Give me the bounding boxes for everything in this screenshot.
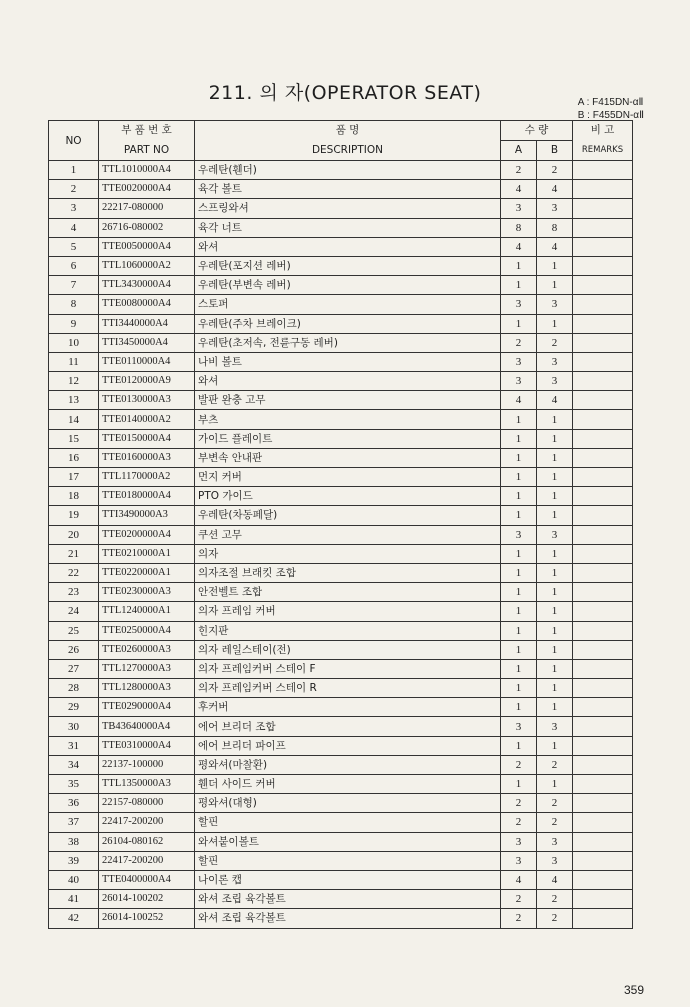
- row-number: 15: [49, 429, 99, 448]
- table-row: [49, 525, 633, 544]
- row-number: 1: [49, 161, 99, 180]
- description: 우레탄(포지션 레버): [195, 256, 501, 275]
- part-number: TTE0130000A3: [99, 391, 195, 410]
- description: 쿠션 고무: [195, 525, 501, 544]
- description: 평와셔(대형): [195, 794, 501, 813]
- qty-a: 1: [501, 448, 537, 467]
- row-number: 16: [49, 448, 99, 467]
- qty-a: 3: [501, 832, 537, 851]
- description: 후커버: [195, 698, 501, 717]
- row-number: 2: [49, 180, 99, 199]
- header-desc-en: DESCRIPTION: [195, 141, 501, 161]
- remarks: [573, 161, 633, 180]
- qty-a: 4: [501, 180, 537, 199]
- table-row: [49, 698, 633, 717]
- qty-b: 8: [537, 218, 573, 237]
- description: 나비 볼트: [195, 352, 501, 371]
- table-row: [49, 870, 633, 889]
- row-number: 18: [49, 487, 99, 506]
- model-legend: [578, 96, 644, 122]
- qty-a: 1: [501, 563, 537, 582]
- remarks: [573, 314, 633, 333]
- qty-b: 1: [537, 679, 573, 698]
- remarks: [573, 544, 633, 563]
- table-row: [49, 391, 633, 410]
- qty-b: 2: [537, 890, 573, 909]
- description: 발판 완충 고무: [195, 391, 501, 410]
- part-number: TTE0210000A1: [99, 544, 195, 563]
- table-row: [49, 199, 633, 218]
- remarks: [573, 602, 633, 621]
- description: 와셔 조립 육각볼트: [195, 909, 501, 928]
- qty-a: 1: [501, 487, 537, 506]
- table-row: [49, 448, 633, 467]
- qty-b: 1: [537, 276, 573, 295]
- qty-b: 2: [537, 909, 573, 928]
- part-number: TTE0220000A1: [99, 563, 195, 582]
- part-number: 26014-100202: [99, 890, 195, 909]
- qty-b: 2: [537, 813, 573, 832]
- parts-table-body: [49, 161, 633, 929]
- description: 의자 프레임커버 스테이 R: [195, 679, 501, 698]
- row-number: 25: [49, 621, 99, 640]
- qty-b: 1: [537, 775, 573, 794]
- qty-a: 1: [501, 583, 537, 602]
- qty-a: 1: [501, 736, 537, 755]
- qty-b: 4: [537, 180, 573, 199]
- qty-b: 1: [537, 448, 573, 467]
- description: 나이론 캡: [195, 870, 501, 889]
- remarks: [573, 583, 633, 602]
- remarks: [573, 276, 633, 295]
- description: 스토퍼: [195, 295, 501, 314]
- row-number: 34: [49, 755, 99, 774]
- qty-a: 1: [501, 679, 537, 698]
- description: 의자 레일스테이(전): [195, 640, 501, 659]
- table-row: [49, 659, 633, 678]
- row-number: 3: [49, 199, 99, 218]
- header-qty-b: B: [537, 141, 573, 161]
- qty-b: 1: [537, 314, 573, 333]
- row-number: 28: [49, 679, 99, 698]
- row-number: 6: [49, 256, 99, 275]
- table-row: [49, 218, 633, 237]
- qty-b: 3: [537, 851, 573, 870]
- description: 할핀: [195, 813, 501, 832]
- description: 의자: [195, 544, 501, 563]
- qty-a: 4: [501, 870, 537, 889]
- qty-b: 1: [537, 256, 573, 275]
- row-number: 11: [49, 352, 99, 371]
- qty-b: 1: [537, 506, 573, 525]
- qty-b: 2: [537, 333, 573, 352]
- table-row: [49, 256, 633, 275]
- row-number: 10: [49, 333, 99, 352]
- row-number: 36: [49, 794, 99, 813]
- qty-a: 1: [501, 621, 537, 640]
- remarks: [573, 468, 633, 487]
- remarks: [573, 256, 633, 275]
- part-number: TTL3430000A4: [99, 276, 195, 295]
- description: 휀더 사이드 커버: [195, 775, 501, 794]
- table-row: [49, 314, 633, 333]
- description: 부츠: [195, 410, 501, 429]
- qty-b: 3: [537, 717, 573, 736]
- remarks: [573, 506, 633, 525]
- remarks: [573, 563, 633, 582]
- part-number: TTE0140000A2: [99, 410, 195, 429]
- description: 와셔: [195, 372, 501, 391]
- qty-b: 4: [537, 237, 573, 256]
- qty-b: 1: [537, 736, 573, 755]
- description: 와셔붙이볼트: [195, 832, 501, 851]
- qty-b: 4: [537, 870, 573, 889]
- qty-a: 3: [501, 352, 537, 371]
- table-row: [49, 794, 633, 813]
- remarks: [573, 448, 633, 467]
- table-row: [49, 602, 633, 621]
- qty-b: 3: [537, 295, 573, 314]
- header-part-en: PART NO: [99, 141, 195, 161]
- qty-b: 1: [537, 563, 573, 582]
- remarks: [573, 410, 633, 429]
- remarks: [573, 813, 633, 832]
- row-number: 8: [49, 295, 99, 314]
- table-row: [49, 544, 633, 563]
- row-number: 30: [49, 717, 99, 736]
- table-row: [49, 736, 633, 755]
- remarks: [573, 180, 633, 199]
- row-number: 19: [49, 506, 99, 525]
- parts-table: [48, 120, 633, 929]
- remarks: [573, 640, 633, 659]
- table-row: [49, 487, 633, 506]
- part-number: 22217-080000: [99, 199, 195, 218]
- remarks: [573, 199, 633, 218]
- part-number: TTL1350000A3: [99, 775, 195, 794]
- part-number: TTE0230000A3: [99, 583, 195, 602]
- table-row: [49, 333, 633, 352]
- description: 힌지판: [195, 621, 501, 640]
- header-no: NO: [49, 121, 99, 161]
- qty-a: 1: [501, 602, 537, 621]
- qty-b: 1: [537, 487, 573, 506]
- qty-a: 2: [501, 890, 537, 909]
- table-row: [49, 755, 633, 774]
- part-number: TB43640000A4: [99, 717, 195, 736]
- part-number: TTE0050000A4: [99, 237, 195, 256]
- description: 와셔: [195, 237, 501, 256]
- qty-a: 1: [501, 410, 537, 429]
- qty-b: 1: [537, 429, 573, 448]
- row-number: 38: [49, 832, 99, 851]
- part-number: TTE0020000A4: [99, 180, 195, 199]
- part-number: 26716-080002: [99, 218, 195, 237]
- row-number: 41: [49, 890, 99, 909]
- qty-b: 1: [537, 544, 573, 563]
- row-number: 42: [49, 909, 99, 928]
- row-number: 29: [49, 698, 99, 717]
- part-number: TTE0260000A3: [99, 640, 195, 659]
- part-number: TTL1170000A2: [99, 468, 195, 487]
- remarks: [573, 890, 633, 909]
- qty-b: 2: [537, 161, 573, 180]
- part-number: TTL1280000A3: [99, 679, 195, 698]
- description: 먼지 커버: [195, 468, 501, 487]
- part-number: 22137-100000: [99, 755, 195, 774]
- page-number: 359: [623, 983, 644, 997]
- row-number: 23: [49, 583, 99, 602]
- remarks: [573, 237, 633, 256]
- remarks: [573, 372, 633, 391]
- qty-a: 1: [501, 276, 537, 295]
- part-number: 22157-080000: [99, 794, 195, 813]
- qty-a: 1: [501, 659, 537, 678]
- qty-a: 3: [501, 295, 537, 314]
- remarks: [573, 525, 633, 544]
- remarks: [573, 870, 633, 889]
- qty-b: 1: [537, 468, 573, 487]
- part-number: TTE0160000A3: [99, 448, 195, 467]
- qty-a: 1: [501, 314, 537, 333]
- table-row: [49, 410, 633, 429]
- qty-b: 4: [537, 391, 573, 410]
- table-row: [49, 295, 633, 314]
- qty-a: 1: [501, 544, 537, 563]
- description: 할핀: [195, 851, 501, 870]
- row-number: 12: [49, 372, 99, 391]
- qty-a: 1: [501, 698, 537, 717]
- row-number: 21: [49, 544, 99, 563]
- qty-a: 2: [501, 813, 537, 832]
- part-number: TTI3490000A3: [99, 506, 195, 525]
- row-number: 40: [49, 870, 99, 889]
- page-title: 211. 의 자(OPERATOR SEAT): [208, 82, 482, 104]
- qty-a: 2: [501, 333, 537, 352]
- row-number: 20: [49, 525, 99, 544]
- description: PTO 가이드: [195, 487, 501, 506]
- table-row: [49, 180, 633, 199]
- row-number: 35: [49, 775, 99, 794]
- part-number: TTL1270000A3: [99, 659, 195, 678]
- part-number: TTL1010000A4: [99, 161, 195, 180]
- qty-a: 2: [501, 909, 537, 928]
- qty-a: 1: [501, 256, 537, 275]
- remarks: [573, 333, 633, 352]
- model-a-label: A : F415DN-αⅡ: [577, 97, 644, 108]
- part-number: TTE0250000A4: [99, 621, 195, 640]
- description: 스프링와셔: [195, 199, 501, 218]
- row-number: 26: [49, 640, 99, 659]
- part-number: 22417-200200: [99, 813, 195, 832]
- remarks: [573, 775, 633, 794]
- table-row: [49, 237, 633, 256]
- row-number: 14: [49, 410, 99, 429]
- qty-a: 1: [501, 468, 537, 487]
- part-number: TTE0310000A4: [99, 736, 195, 755]
- remarks: [573, 794, 633, 813]
- row-number: 22: [49, 563, 99, 582]
- header-qty-a: A: [501, 141, 537, 161]
- part-number: 26014-100252: [99, 909, 195, 928]
- part-number: 26104-080162: [99, 832, 195, 851]
- qty-a: 4: [501, 237, 537, 256]
- qty-a: 1: [501, 640, 537, 659]
- description: 의자 프레임 커버: [195, 602, 501, 621]
- description: 부변속 안내판: [195, 448, 501, 467]
- table-row: [49, 775, 633, 794]
- remarks: [573, 755, 633, 774]
- part-number: TTI3450000A4: [99, 333, 195, 352]
- qty-a: 8: [501, 218, 537, 237]
- table-row: [49, 640, 633, 659]
- description: 의자조절 브래킷 조합: [195, 563, 501, 582]
- remarks: [573, 218, 633, 237]
- row-number: 39: [49, 851, 99, 870]
- part-number: TTE0120000A9: [99, 372, 195, 391]
- part-number: TTL1060000A2: [99, 256, 195, 275]
- row-number: 4: [49, 218, 99, 237]
- table-row: [49, 429, 633, 448]
- table-row: [49, 372, 633, 391]
- qty-a: 1: [501, 506, 537, 525]
- description: 에어 브리더 파이프: [195, 736, 501, 755]
- row-number: 17: [49, 468, 99, 487]
- remarks: [573, 698, 633, 717]
- qty-b: 1: [537, 640, 573, 659]
- remarks: [573, 832, 633, 851]
- part-number: TTE0200000A4: [99, 525, 195, 544]
- qty-b: 1: [537, 659, 573, 678]
- description: 육각 너트: [195, 218, 501, 237]
- qty-a: 4: [501, 391, 537, 410]
- part-number: TTE0290000A4: [99, 698, 195, 717]
- remarks: [573, 909, 633, 928]
- table-row: [49, 563, 633, 582]
- model-b-label: B : F455DN-αⅡ: [577, 110, 644, 121]
- qty-b: 3: [537, 352, 573, 371]
- qty-a: 2: [501, 161, 537, 180]
- table-row: [49, 717, 633, 736]
- description: 의자 프레임커버 스테이 F: [195, 659, 501, 678]
- remarks: [573, 487, 633, 506]
- description: 안전벨트 조합: [195, 583, 501, 602]
- qty-b: 3: [537, 832, 573, 851]
- remarks: [573, 391, 633, 410]
- header-remarks-kr: 비 고: [573, 121, 633, 141]
- part-number: TTL1240000A1: [99, 602, 195, 621]
- part-number: TTI3440000A4: [99, 314, 195, 333]
- part-number: TTE0180000A4: [99, 487, 195, 506]
- qty-a: 3: [501, 717, 537, 736]
- header-desc-kr: 품 명: [195, 121, 501, 141]
- qty-a: 3: [501, 851, 537, 870]
- part-number: TTE0110000A4: [99, 352, 195, 371]
- table-row: [49, 583, 633, 602]
- part-number: TTE0150000A4: [99, 429, 195, 448]
- remarks: [573, 659, 633, 678]
- header-part-kr: 부 품 번 호: [99, 121, 195, 141]
- remarks: [573, 352, 633, 371]
- remarks: [573, 621, 633, 640]
- remarks: [573, 679, 633, 698]
- table-row: [49, 813, 633, 832]
- row-number: 9: [49, 314, 99, 333]
- qty-a: 2: [501, 794, 537, 813]
- qty-b: 3: [537, 372, 573, 391]
- header-remarks-en: REMARKS: [573, 141, 633, 161]
- description: 와셔 조립 육각볼트: [195, 890, 501, 909]
- row-number: 5: [49, 237, 99, 256]
- remarks: [573, 717, 633, 736]
- row-number: 7: [49, 276, 99, 295]
- description: 평와셔(마찰환): [195, 755, 501, 774]
- qty-b: 3: [537, 525, 573, 544]
- qty-b: 1: [537, 583, 573, 602]
- qty-b: 3: [537, 199, 573, 218]
- description: 우레탄(휀더): [195, 161, 501, 180]
- row-number: 37: [49, 813, 99, 832]
- row-number: 31: [49, 736, 99, 755]
- table-row: [49, 506, 633, 525]
- table-row: [49, 352, 633, 371]
- qty-b: 2: [537, 794, 573, 813]
- description: 우레탄(초저속, 전륜구동 레버): [195, 333, 501, 352]
- qty-b: 1: [537, 698, 573, 717]
- table-row: [49, 276, 633, 295]
- table-row: [49, 890, 633, 909]
- table-row: [49, 621, 633, 640]
- row-number: 27: [49, 659, 99, 678]
- qty-a: 2: [501, 755, 537, 774]
- part-number: 22417-200200: [99, 851, 195, 870]
- description: 우레탄(주차 브레이크): [195, 314, 501, 333]
- part-number: TTE0080000A4: [99, 295, 195, 314]
- row-number: 13: [49, 391, 99, 410]
- table-row: [49, 851, 633, 870]
- table-row: [49, 679, 633, 698]
- table-row: [49, 468, 633, 487]
- part-number: TTE0400000A4: [99, 870, 195, 889]
- table-row: [49, 832, 633, 851]
- remarks: [573, 429, 633, 448]
- qty-a: 1: [501, 429, 537, 448]
- qty-b: 2: [537, 755, 573, 774]
- description: 가이드 플레이트: [195, 429, 501, 448]
- qty-b: 1: [537, 621, 573, 640]
- description: 에어 브리더 조합: [195, 717, 501, 736]
- remarks: [573, 736, 633, 755]
- row-number: 24: [49, 602, 99, 621]
- qty-b: 1: [537, 602, 573, 621]
- table-row: [49, 161, 633, 180]
- qty-a: 3: [501, 372, 537, 391]
- table-row: [49, 909, 633, 928]
- remarks: [573, 295, 633, 314]
- qty-a: 3: [501, 199, 537, 218]
- description: 우레탄(차동페달): [195, 506, 501, 525]
- qty-a: 3: [501, 525, 537, 544]
- qty-b: 1: [537, 410, 573, 429]
- description: 육각 볼트: [195, 180, 501, 199]
- description: 우레탄(부변속 레버): [195, 276, 501, 295]
- header-qty: 수 량: [501, 121, 573, 141]
- remarks: [573, 851, 633, 870]
- qty-a: 1: [501, 775, 537, 794]
